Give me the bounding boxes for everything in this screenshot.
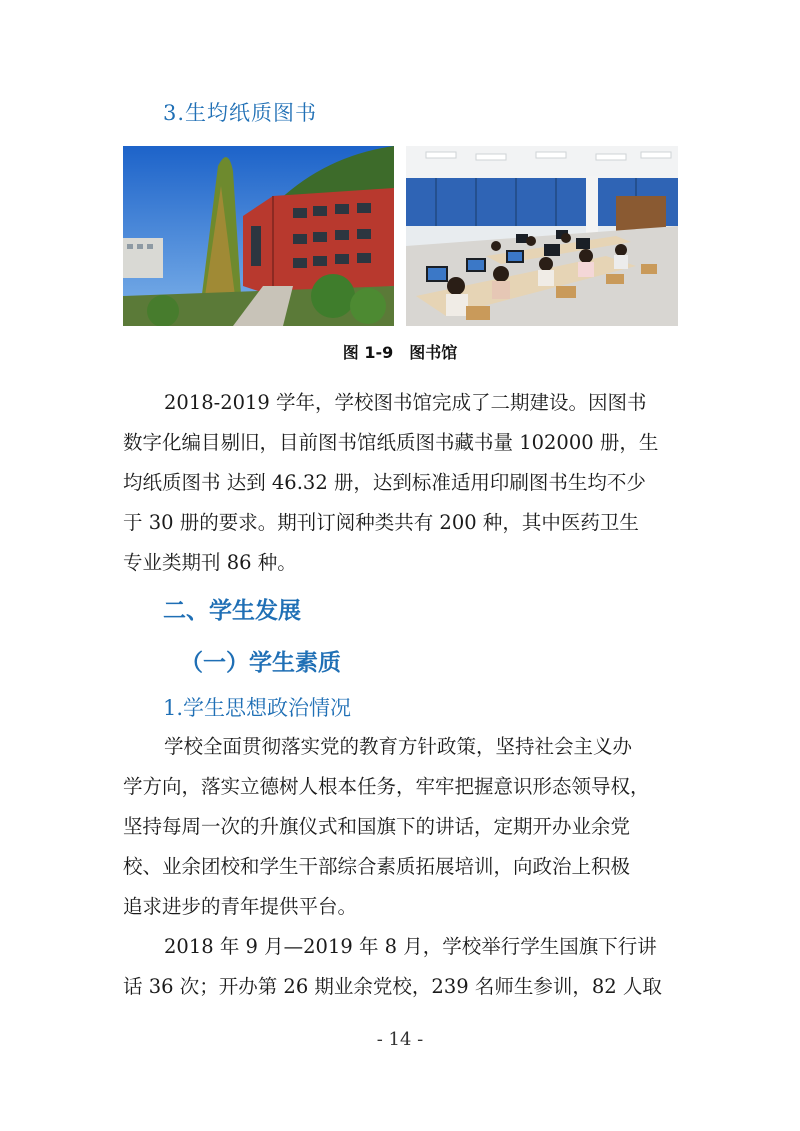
paragraph-line: 数字化编目剔旧，目前图书馆纸质图书藏书量 102000 册，生 — [123, 431, 659, 454]
subsection-title-student-quality: （一）学生素质 — [180, 650, 341, 676]
page-number: - 14 - — [376, 1029, 424, 1050]
paragraph-line: 2018-2019 学年，学校图书馆完成了二期建设。因图书 — [164, 391, 647, 414]
paragraph-ideology — [123, 727, 679, 927]
section-title-student-development: 二、学生发展 — [163, 598, 301, 624]
library-reading-room-photo — [406, 146, 678, 326]
paragraph-flag-speech — [123, 927, 679, 1007]
paragraph-line: 学方向，落实立德树人根本任务，牢牢把握意识形态领导权， — [123, 775, 650, 798]
paragraph-line: 于 30 册的要求。期刊订阅种类共有 200 种，其中医药卫生 — [123, 511, 639, 534]
paragraph-line: 2018 年 9 月—2019 年 8 月，学校举行学生国旗下行讲 — [164, 935, 657, 958]
paragraph-line: 学校全面贯彻落实党的教育方针政策，坚持社会主义办 — [164, 735, 633, 758]
paragraph-line: 均纸质图书 达到 46.32 册，达到标准适用印刷图书生均不少 — [123, 471, 646, 494]
paragraph-line: 话 36 次；开办第 26 期业余党校，239 名师生参训，82 人取 — [123, 975, 662, 998]
paragraph-line: 坚持每周一次的升旗仪式和国旗下的讲话，定期开办业余党 — [123, 815, 631, 838]
paragraph-line: 专业类期刊 86 种。 — [123, 551, 297, 574]
paragraph-line: 追求进步的青年提供平台。 — [123, 895, 358, 918]
figure-caption: 图 1-9 图书馆 — [342, 343, 458, 362]
library-building-photo — [123, 146, 394, 326]
paragraph-line: 校、业余团校和学生干部综合素质拓展培训，向政治上积极 — [123, 855, 631, 878]
figure-section-heading: 3.生均纸质图书 — [163, 101, 318, 125]
subsubsection-title-ideology: 1.学生思想政治情况 — [163, 696, 352, 720]
paragraph-library — [123, 383, 679, 583]
